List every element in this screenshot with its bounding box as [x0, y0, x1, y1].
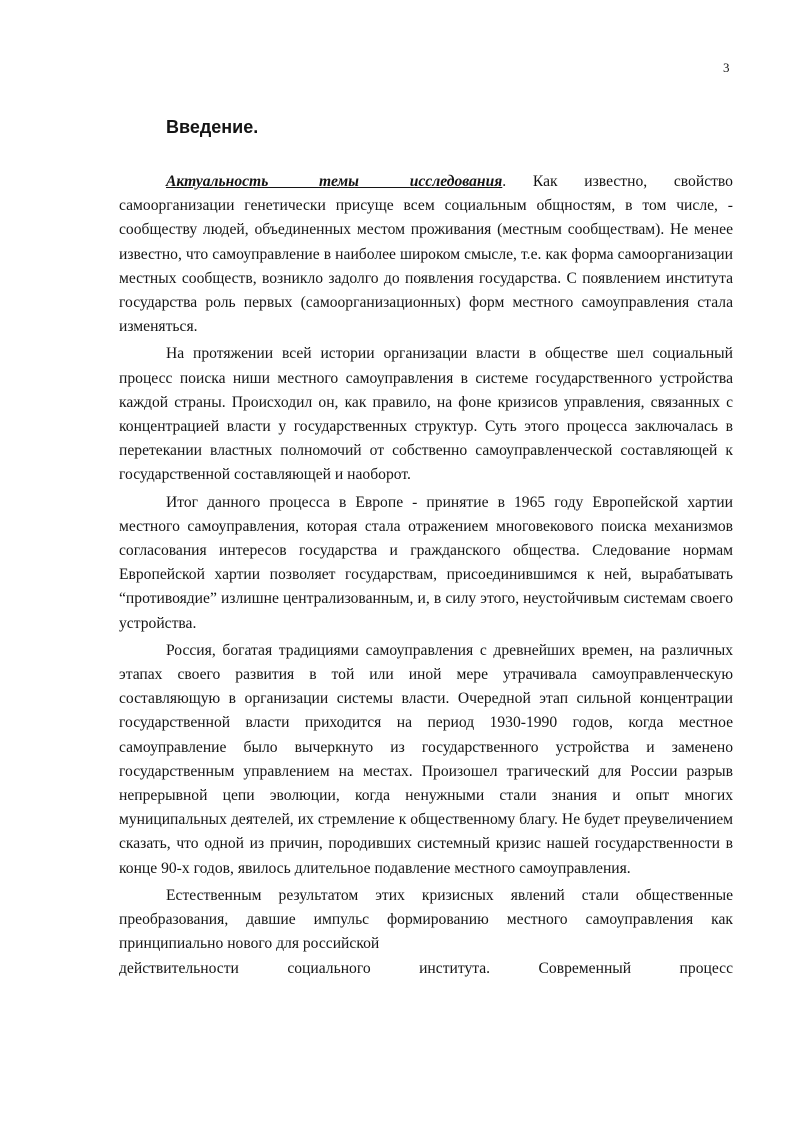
paragraph-text: Естественным результатом этих кризисных явлений стали общественные преобразования, давшие импульс формированию местного самоуправления как принципиально нового для российской: [119, 886, 733, 953]
paragraph-russia: Россия, богатая традициями самоуправления с древнейших времен, на различных этапах своего развития в той или иной мере утрачивала самоуправленческую составляющую в организации системы власти. Очередной этап сильной концентрации государственной власти приходится на период 1930-1990 годов, когда местное самоуправление было вычеркнуто из государственного устройства и заменено государственным управлением на местах. Произошел трагический для России разрыв непрерывной цепи эволюции, когда ненужными стали знания и опыт многих муниципальных деятелей, их стремление к общественному благу. Не будет преувеличением сказать, что одной из причин, породивших системный кризис нашей государственности в конце 90-х годов, явилось длительное подавление местного самоуправления.: [119, 641, 733, 877]
paragraph-text: . Как известно, свойство самоорганизации генетически присуще всем социальным общностям, в том числе, - сообществу людей, объединенных местом проживания (местным сообществам). Не менее известно, что самоуправление в наиболее широком смысле, т.е. как форма самоорганизации местных сообществ, возникло задолго до появления государства. С появлением института государства роль первых (самоорганизационных) форм местного самоуправления стала изменяться.: [119, 173, 733, 336]
section-heading: Введение.: [166, 117, 259, 137]
paragraph-european-charter: Итог данного процесса в Европе - принятие в 1965 году Европейской хартии местного самоуправления, которая стала отражением многовекового поиска механизмов согласования интересов государства и гражданского общества. Следование нормам Европейской хартии позволяет государствам, присоединившимся к ней, вырабатывать “противоядие” излишне централизованным, и, в силу этого, неустойчивым системам своего устройства.: [119, 493, 733, 632]
paragraph-history: На протяжении всей истории организации власти в обществе шел социальный процесс поиска ниши местного самоуправления в системе государственного устройства каждой страны. Происходил он, как правило, на фоне кризисов управления, связанных с концентрацией власти у государственных структур. Суть этого процесса заключалась в перетекании властных полномочий от собственно самоуправленческой составляющей к государственной составляющей и наоборот.: [119, 345, 733, 484]
page-number: 3: [723, 60, 730, 75]
lead-phrase: Актуальность темы исследования: [166, 173, 503, 190]
paragraph-reforms: [119, 884, 733, 981]
document-body: [119, 170, 733, 981]
paragraph-last-line: действительности социального института. Современный процесс: [119, 959, 733, 977]
paragraph-relevance: [119, 170, 733, 339]
